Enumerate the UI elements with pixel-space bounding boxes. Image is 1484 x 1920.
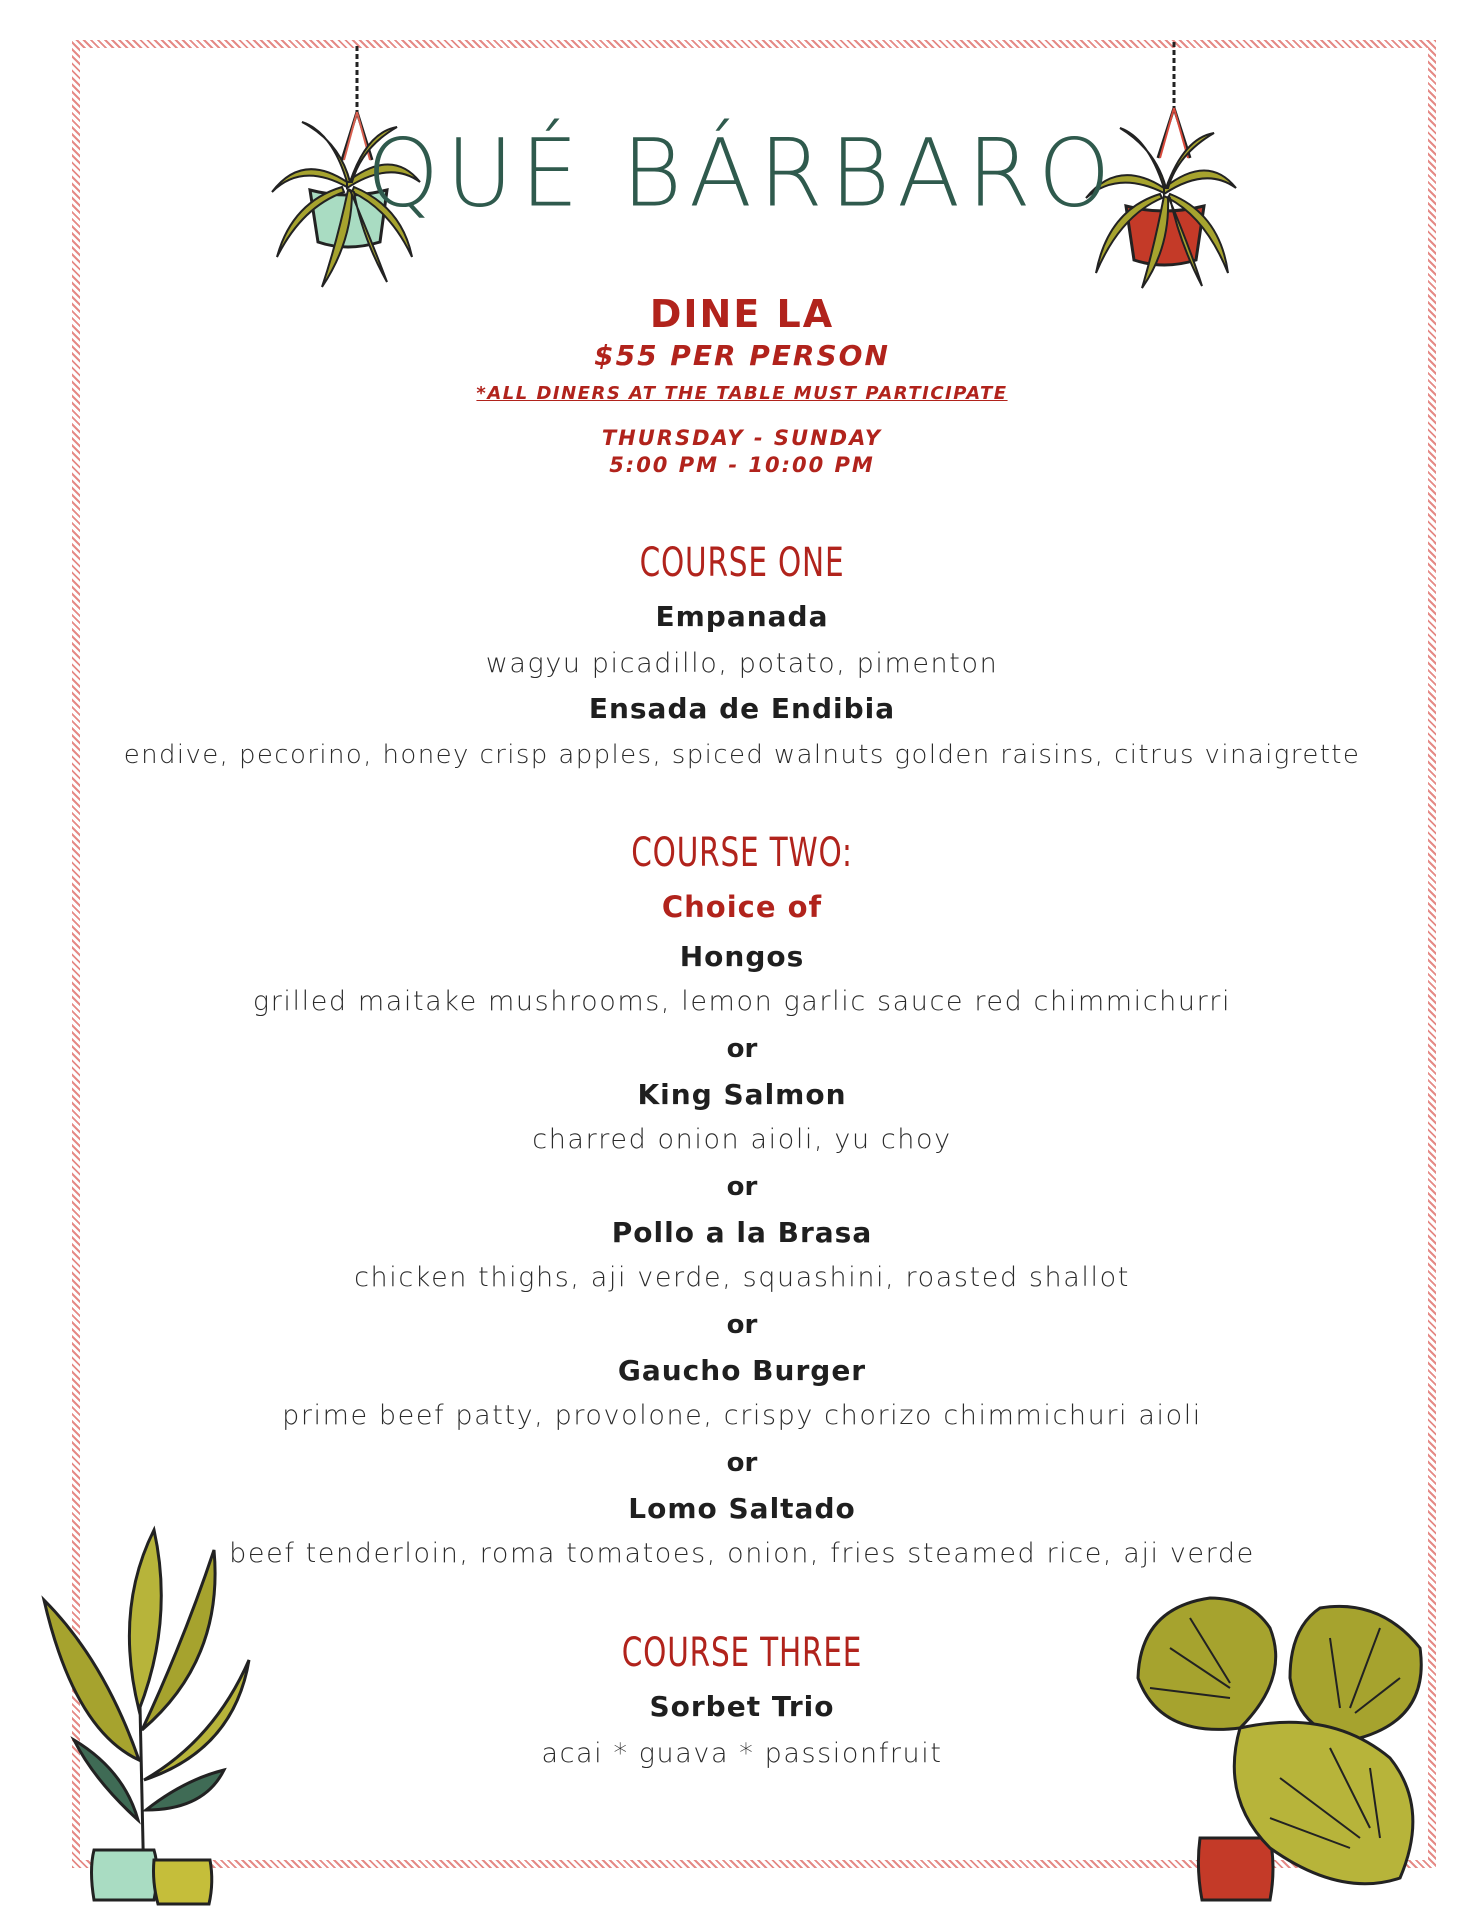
price-per-person: $55 PER PERSON (594, 339, 890, 372)
event-name: DINE LA (649, 292, 835, 336)
or-separator: or (726, 1172, 758, 1202)
dish-name: Lomo Saltado (628, 1492, 856, 1525)
dish-name: King Salmon (637, 1078, 847, 1111)
course-one-heading: COURSE ONE (639, 540, 845, 586)
dish-name: Gaucho Burger (617, 1354, 867, 1387)
dish-name: Ensada de Endibia (588, 692, 896, 725)
dish-name: Empanada (655, 600, 829, 633)
dish-description: chicken thighs, aji verde, squashini, roasted shallot (354, 1262, 1130, 1293)
dish-description: beef tenderloin, roma tomatoes, onion, fries steamed rice, aji verde (229, 1538, 1255, 1569)
or-separator: or (726, 1310, 758, 1340)
dish-description: prime beef patty, provolone, crispy chorizo chimmichuri aioli (282, 1400, 1202, 1431)
or-separator: or (726, 1448, 758, 1478)
course-two-heading: COURSE TWO: (631, 830, 853, 876)
choice-of-label: Choice of (661, 890, 823, 924)
dish-description: charred onion aioli, yu choy (532, 1124, 952, 1155)
participation-note: *ALL DINERS AT THE TABLE MUST PARTICIPATE (476, 383, 1008, 404)
restaurant-title: QUÉ BÁRBARO (366, 118, 1118, 229)
days-available: THURSDAY - SUNDAY (601, 426, 883, 450)
dish-name: Sorbet Trio (649, 1690, 835, 1723)
dish-description: grilled maitake mushrooms, lemon garlic sauce red chimmichurri (252, 986, 1232, 1017)
course-three-heading: COURSE THREE (621, 1630, 863, 1676)
dish-description: wagyu picadillo, potato, pimenton (485, 648, 999, 679)
dish-name: Pollo a la Brasa (611, 1216, 873, 1249)
hours-available: 5:00 PM - 10:00 PM (609, 453, 875, 477)
dish-name: Hongos (679, 940, 805, 973)
dish-description: endive, pecorino, honey crisp apples, spiced walnuts golden raisins, citrus vinaigrette (123, 740, 1361, 770)
or-separator: or (726, 1034, 758, 1064)
dish-description: acai * guava * passionfruit (541, 1738, 943, 1769)
